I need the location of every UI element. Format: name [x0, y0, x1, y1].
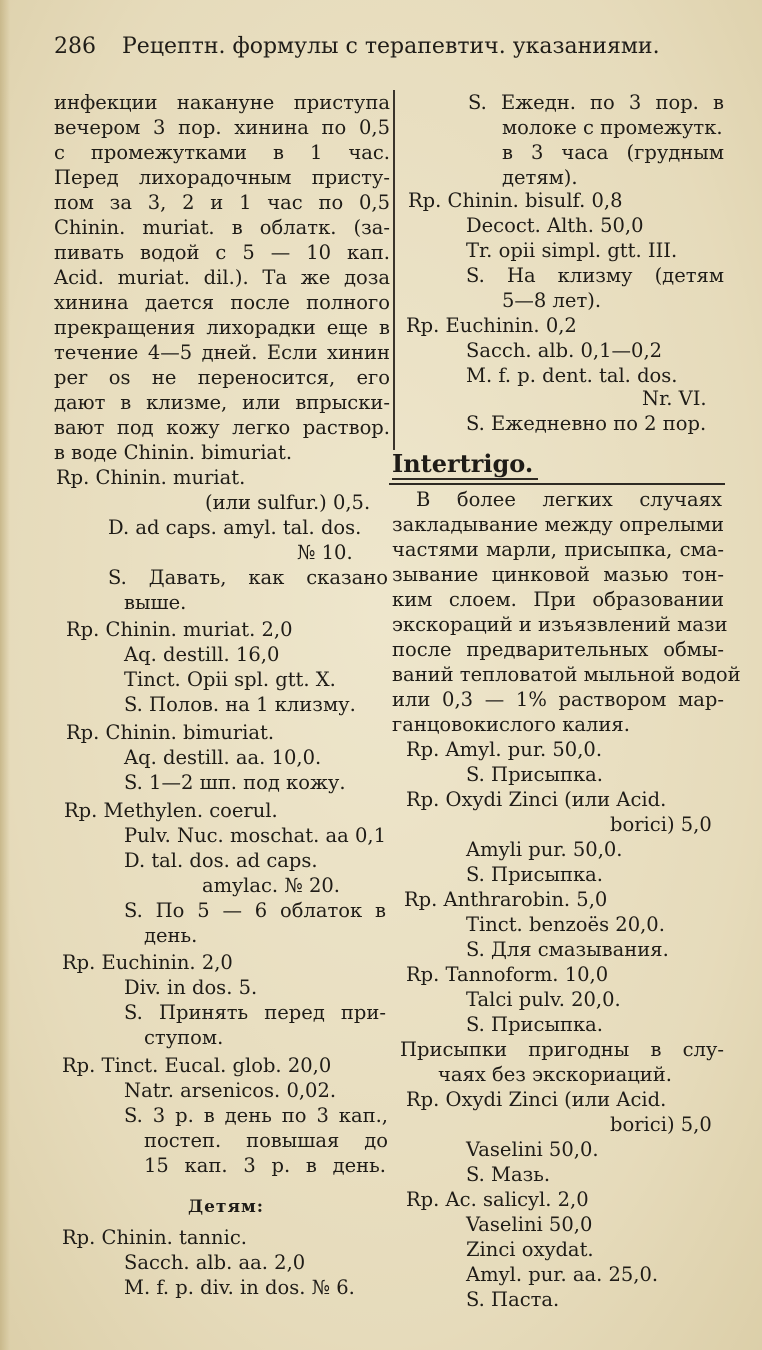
- recipe-line: borici) 5,0: [610, 1113, 712, 1136]
- recipe-line: Vaselini 50,0.: [466, 1138, 599, 1161]
- recipe-line: Rp. Amyl. pur. 50,0.: [406, 738, 603, 761]
- recipe-line: S. Присыпка.: [466, 1013, 603, 1036]
- recipe-line: S. Присыпка.: [466, 763, 603, 786]
- recipe-line: S. Давать, как сказано: [108, 566, 388, 589]
- recipe-line: Amyli pur. 50,0.: [466, 838, 623, 861]
- section-title-intertrigo: Intertrigo.: [392, 449, 534, 478]
- text-line: пом за 3, 2 и 1 час по 0,5: [54, 191, 390, 214]
- recipe-line: Rp. Methylen. coerul.: [64, 799, 278, 822]
- recipe-line: M. f. p. dent. tal. dos.: [466, 364, 678, 387]
- recipe-line: S. 1—2 шп. под кожу.: [124, 771, 346, 794]
- text-line: В более легких случаях: [416, 488, 722, 511]
- recipe-line: Aq. destill. aa. 10,0.: [124, 746, 322, 769]
- recipe-line: Rp. Oxydi Zinci (или Acid.: [406, 1088, 667, 1111]
- recipe-line: S. Мазь.: [466, 1163, 551, 1186]
- recipe-line: D. ad caps. amyl. tal. dos.: [108, 516, 362, 539]
- recipe-line: S. Принять перед при-: [124, 1001, 386, 1024]
- text-line: Chinin. muriat. в облатк. (за-: [54, 216, 390, 239]
- text-line: частями марли, присыпка, сма-: [392, 538, 724, 561]
- recipe-line: Sacch. alb. aa. 2,0: [124, 1251, 306, 1274]
- text-line: экскораций и изъязвлений мази: [392, 613, 728, 636]
- page-header: [54, 34, 714, 68]
- recipe-line: S. По 5 — 6 облаток в: [124, 899, 386, 922]
- text-line: Перед лихорадочным присту-: [54, 166, 390, 189]
- recipe-line: Rp. Chinin. muriat. 2,0: [66, 618, 293, 641]
- text-line: чаях без экскориаций.: [438, 1063, 672, 1086]
- recipe-line: 15 кап. 3 р. в день.: [144, 1154, 386, 1177]
- recipe-line: Rp. Chinin. bimuriat.: [66, 721, 275, 744]
- page-number: 286: [54, 34, 96, 59]
- column-divider: [393, 90, 395, 450]
- text-line: хинина дается после полного: [54, 291, 390, 314]
- recipe-line: молоке с промежутк.: [502, 116, 723, 139]
- recipe-line: 5—8 лет).: [502, 289, 602, 312]
- recipe-line: S. На клизму (детям: [466, 264, 724, 287]
- recipe-line: № 10.: [297, 541, 353, 564]
- recipe-line: Zinci oxydat.: [466, 1238, 594, 1261]
- running-title: Рецептн. формулы с терапевтич. указаниями.: [122, 34, 660, 59]
- recipe-line: Sacch. alb. 0,1—0,2: [466, 339, 663, 362]
- recipe-line: Decoct. Alth. 50,0: [466, 214, 644, 237]
- recipe-line: borici) 5,0: [610, 813, 712, 836]
- page-edge-shadow: [0, 0, 10, 1350]
- text-line: в воде Chinin. bimuriat.: [54, 441, 293, 464]
- recipe-line: Rp. Tannoform. 10,0: [406, 963, 609, 986]
- recipe-line: ступом.: [144, 1026, 224, 1049]
- recipe-line: M. f. p. div. in dos. № 6.: [124, 1276, 355, 1299]
- recipe-line: Rp. Chinin. bisulf. 0,8: [408, 189, 623, 212]
- recipe-line: Rp. Euchinin. 2,0: [62, 951, 233, 974]
- section-rule: [389, 483, 725, 485]
- recipe-line: S. Ежедневно по 2 пор.: [466, 412, 707, 435]
- recipe-line: Rp. Tinct. Eucal. glob. 20,0: [62, 1054, 332, 1077]
- recipe-line: Amyl. pur. aa. 25,0.: [466, 1263, 659, 1286]
- recipe-line: Natr. arsenicos. 0,02.: [124, 1079, 337, 1102]
- text-line: зывание цинковой мазью тон-: [392, 563, 724, 586]
- text-line: ким слоем. При образовании: [392, 588, 724, 611]
- recipe-line: S. Полов. на 1 клизму.: [124, 693, 356, 716]
- recipe-line: Rp. Oxydi Zinci (или Acid.: [406, 788, 667, 811]
- text-line: per os не переносится, его: [54, 366, 390, 389]
- recipe-line: Talci pulv. 20,0.: [466, 988, 621, 1011]
- recipe-line: S. Для смазывания.: [466, 938, 669, 961]
- recipe-line: постеп. повышая до: [144, 1129, 388, 1152]
- recipe-line: S. 3 р. в день по 3 кап.,: [124, 1104, 388, 1127]
- recipe-line: D. tal. dos. ad caps.: [124, 849, 318, 872]
- text-line: Acid. muriat. dil.). Та же доза: [54, 266, 390, 289]
- recipe-line: детям).: [502, 166, 578, 189]
- text-line: с промежутками в 1 час.: [54, 141, 390, 164]
- recipe-line: Tinct. benzoës 20,0.: [466, 913, 665, 936]
- recipe-line: Tr. opii simpl. gtt. III.: [466, 239, 678, 262]
- text-line: после предварительных обмы-: [392, 638, 724, 661]
- recipe-line: amylac. № 20.: [202, 874, 340, 897]
- text-line: дают в клизме, или впрыски-: [54, 391, 390, 414]
- recipe-line: Rp. Chinin. muriat.: [56, 466, 246, 489]
- text-line: инфекции накануне приступа: [54, 91, 390, 114]
- recipe-line: Rp. Euchinin. 0,2: [406, 314, 577, 337]
- recipe-line: Div. in dos. 5.: [124, 976, 258, 999]
- recipe-line: S. Ежедн. по 3 пор. в: [468, 91, 724, 114]
- recipe-line: Rp. Ac. salicyl. 2,0: [406, 1188, 589, 1211]
- recipe-line: Nr. VI.: [642, 387, 707, 410]
- text-line: закладывание между опрелыми: [392, 513, 724, 536]
- recipe-line: Tinct. Opii spl. gtt. X.: [124, 668, 336, 691]
- recipe-line: Vaselini 50,0: [466, 1213, 593, 1236]
- title-underline: [392, 478, 538, 480]
- text-line: течение 4—5 дней. Если хинин: [54, 341, 390, 364]
- recipe-line: в 3 часа (грудным: [502, 141, 724, 164]
- recipe-line: день.: [144, 924, 198, 947]
- text-line: вечером 3 пор. хинина по 0,5: [54, 116, 390, 139]
- text-line: ваний тепловатой мыльной водой: [392, 663, 741, 686]
- recipe-line: S. Присыпка.: [466, 863, 603, 886]
- recipe-line: (или sulfur.) 0,5.: [205, 491, 371, 514]
- text-line: прекращения лихорадки еще в: [54, 316, 390, 339]
- recipe-line: Pulv. Nuc. moschat. aa 0,1: [124, 824, 386, 847]
- recipe-line: S. Паста.: [466, 1288, 560, 1311]
- text-line: или 0,3 — 1% раствором мар-: [392, 688, 724, 711]
- recipe-line: Rp. Chinin. tannic.: [62, 1226, 247, 1249]
- subheading-children: Детям:: [188, 1197, 265, 1217]
- text-line: ганцовокислого калия.: [392, 713, 630, 736]
- recipe-line: выше.: [124, 591, 187, 614]
- text-line: вают под кожу легко раствор.: [54, 416, 390, 439]
- recipe-line: Aq. destill. 16,0: [124, 643, 280, 666]
- recipe-line: Rp. Anthrarobin. 5,0: [404, 888, 608, 911]
- text-line: пивать водой с 5 — 10 кап.: [54, 241, 390, 264]
- text-line: Присыпки пригодны в слу-: [400, 1038, 724, 1061]
